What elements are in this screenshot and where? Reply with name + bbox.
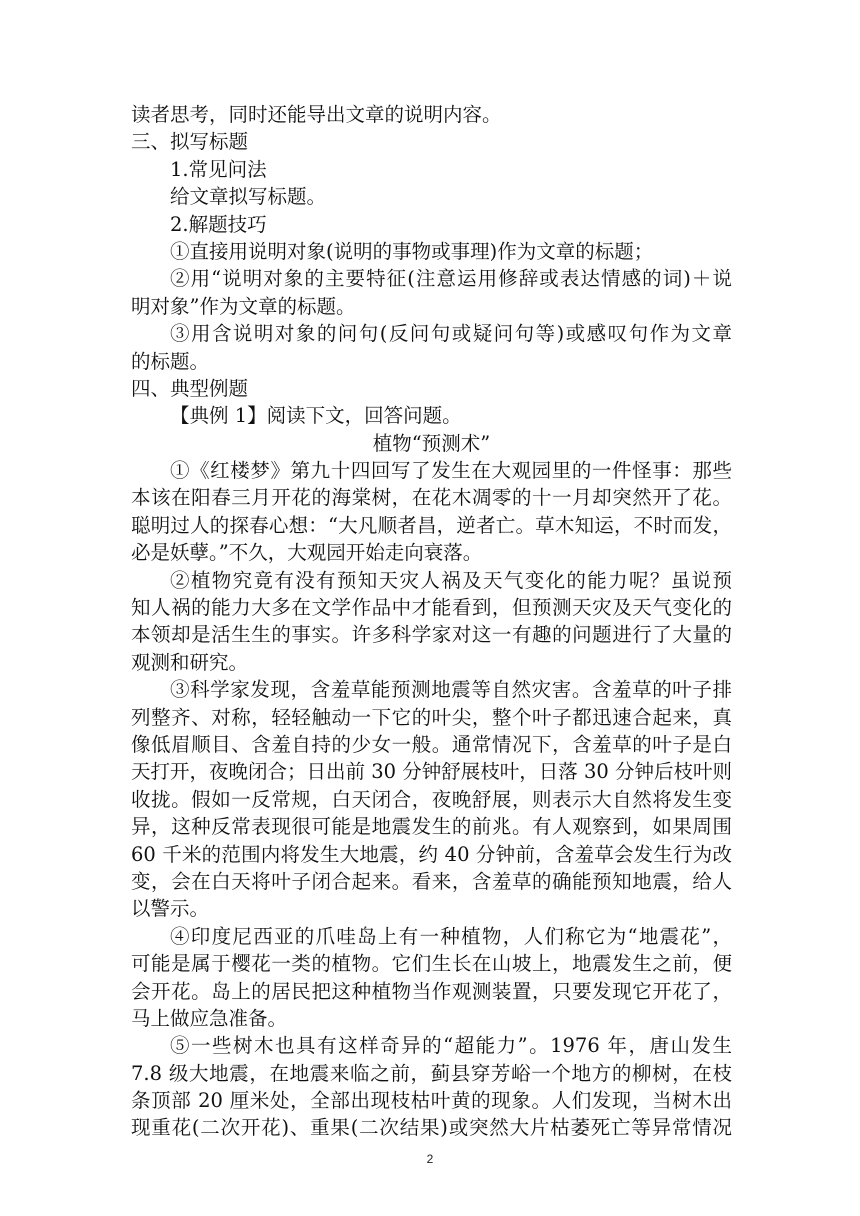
- text-line: 会开花。岛上的居民把这种植物当作观测装置，只要发现它开花了，: [131, 979, 732, 1003]
- text-line: 收拢。假如一反常规，白天闭合，夜晚舒展，则表示大自然将发生变: [131, 787, 732, 811]
- text-line: 的标题。: [131, 349, 210, 373]
- text-line: 像低眉顺目、含羞自持的少女一般。通常情况下，含羞草的叶子是白: [131, 732, 732, 756]
- text-line: 给文章拟写标题。: [170, 185, 327, 209]
- section-heading: 三、拟写标题: [131, 130, 249, 154]
- document-body: [131, 101, 732, 1142]
- article-title: 植物“预测术”: [372, 431, 491, 455]
- text-line: 列整齐、对称，轻轻触动一下它的叶尖，整个叶子都迅速合起来，真: [131, 705, 732, 729]
- text-line: ③科学家发现，含羞草能预测地震等自然灾害。含羞草的叶子排: [170, 678, 732, 702]
- text-line: 本该在阳春三月开花的海棠树，在花木凋零的十一月却突然开了花。: [131, 486, 732, 510]
- text-line: 读者思考，同时还能导出文章的说明内容。: [131, 103, 502, 126]
- text-line: ③用含说明对象的问句(反问句或疑问句等)或感叹句作为文章: [170, 322, 732, 346]
- text-line: ⑤一些树木也具有这样奇异的“超能力”。1976 年，唐山发生: [170, 1034, 732, 1058]
- text-line: 现重花(二次开花)、重果(二次结果)或突然大片枯萎死亡等异常情况: [131, 1116, 732, 1140]
- text-line: 知人祸的能力大多在文学作品中才能看到，但预测天灾及天气变化的: [131, 596, 732, 620]
- text-line: 变，会在白天将叶子闭合起来。看来，含羞草的确能预知地震，给人: [131, 869, 732, 893]
- subsection-heading: 2.解题技巧: [170, 212, 267, 236]
- text-line: 聪明过人的探春心想：“大凡顺者昌，逆者亡。草木知运，不时而发，: [131, 513, 732, 537]
- text-line: 60 千米的范围内将发生大地震，约 40 分钟前，含羞草会发生行为改: [131, 842, 732, 866]
- section-heading: 四、典型例题: [131, 376, 249, 400]
- text-line: 可能是属于樱花一类的植物。它们生长在山坡上，地震发生之前，便: [131, 952, 732, 976]
- text-line: 本领却是活生生的事实。许多科学家对这一有趣的问题进行了大量的: [131, 623, 732, 647]
- text-line: 条顶部 20 厘米处，全部出现枝枯叶黄的现象。人们发现，当树木出: [131, 1089, 732, 1113]
- page-number: 2: [426, 1152, 434, 1166]
- text-line: ②用“说明对象的主要特征(注意运用修辞或表达情感的词)＋说: [170, 267, 732, 291]
- text-line: 7.8 级大地震，在地震来临之前，蓟县穿芳峪一个地方的柳树，在枝: [131, 1061, 732, 1085]
- example-heading: 【典例 1】阅读下文，回答问题。: [170, 404, 462, 428]
- subsection-heading: 1.常见问法: [170, 157, 267, 181]
- text-line: 明对象”作为文章的标题。: [131, 294, 356, 318]
- text-line: ②植物究竟有没有预知天灾人祸及天气变化的能力呢？虽说预: [170, 568, 732, 592]
- text-line: ④印度尼西亚的爪哇岛上有一种植物，人们称它为“地震花”，: [170, 924, 732, 948]
- text-line: 观测和研究。: [131, 650, 249, 674]
- text-line: ①直接用说明对象(说明的事物或事理)作为文章的标题；: [170, 239, 654, 263]
- text-line: 天打开，夜晚闭合；日出前 30 分钟舒展枝叶，日落 30 分钟后枝叶则: [131, 760, 732, 784]
- text-line: 以警示。: [131, 897, 210, 921]
- text-line: 异，这种反常表现很可能是地震发生的前兆。有人观察到，如果周围: [131, 815, 732, 839]
- text-line: 马上做应急准备。: [131, 1006, 288, 1030]
- text-line: ①《红楼梦》第九十四回写了发生在大观园里的一件怪事：那些: [170, 459, 732, 483]
- text-line: 必是妖孽。”不久，大观园开始走向衰落。: [131, 541, 483, 565]
